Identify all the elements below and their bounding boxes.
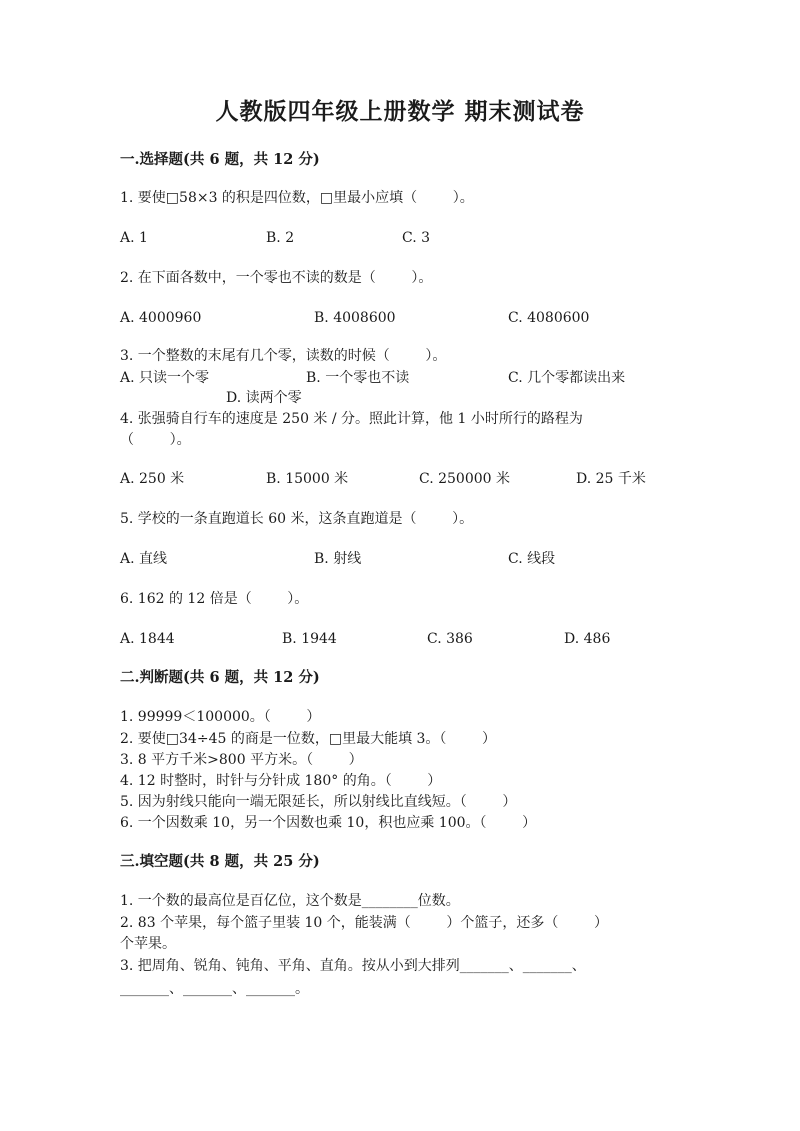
q4-option-d: D. 25 千米 [576,471,646,487]
question-2-stem: 2. 在下面各数中，一个零也不读的数是（ ）。 [120,270,433,286]
q6-option-c: C. 386 [427,631,473,647]
q6-option-b: B. 1944 [282,631,337,647]
question-5-stem: 5. 学校的一条直跑道长 60 米，这条直跑道是（ ）。 [120,511,474,527]
question-6-stem: 6. 162 的 12 倍是（ ）。 [120,591,309,607]
section-header-judgment: 二.判断题(共 6 题，共 12 分) [120,669,320,686]
q3-option-a: A. 只读一个零 [120,370,210,386]
q4-option-c: C. 250000 米 [419,471,511,487]
section-header-fill-in: 三.填空题(共 8 题，共 25 分) [120,853,320,870]
judgment-item-4: 4. 12 时整时，时针与分针成 180° 的角。（ ） [120,773,442,789]
fill-item-2-line1: 2. 83 个苹果，每个篮子里装 10 个，能装满（ ）个篮子，还多（ ） [120,915,608,931]
q3-option-c: C. 几个零都读出来 [508,370,626,386]
question-4-stem-line2: （ ）。 [120,432,191,448]
q2-option-b: B. 4008600 [314,310,396,326]
q5-option-c: C. 线段 [508,551,556,567]
q2-option-a: A. 4000960 [120,310,202,326]
q4-option-a: A. 250 米 [120,471,185,487]
question-1-stem: 1. 要使□58×3 的积是四位数，□里最小应填（ ）。 [120,190,474,206]
judgment-item-1: 1. 99999＜100000。（ ） [120,709,321,725]
q1-option-a: A. 1 [120,230,148,246]
q6-option-d: D. 486 [564,631,611,647]
q4-option-b: B. 15000 米 [266,471,349,487]
judgment-item-6: 6. 一个因数乘 10，另一个因数也乘 10，积也应乘 100。（ ） [120,815,537,831]
question-3-stem: 3. 一个整数的末尾有几个零，读数的时候（ ）。 [120,348,447,364]
q2-option-c: C. 4080600 [508,310,590,326]
q6-option-a: A. 1844 [120,631,175,647]
section-header-choice: 一.选择题(共 6 题，共 12 分) [120,151,320,168]
fill-item-3-line2: _______、_______、_______。 [120,981,309,997]
fill-item-3-line1: 3. 把周角、锐角、钝角、平角、直角。按从小到大排列_______、_______、 [120,958,586,974]
q5-option-a: A. 直线 [120,551,168,567]
page-title: 人教版四年级上册数学 期末测试卷 [215,98,585,125]
judgment-item-3: 3. 8 平方千米>800 平方米。（ ） [120,752,363,768]
question-4-stem-line1: 4. 张强骑自行车的速度是 250 米 / 分。照此计算，他 1 小时所行的路程为 [120,411,583,427]
fill-item-2-line2: 个苹果。 [120,936,176,952]
q5-option-b: B. 射线 [314,551,362,567]
q3-option-b: B. 一个零也不读 [306,370,410,386]
q1-option-b: B. 2 [266,230,295,246]
q3-option-d: D. 读两个零 [226,390,302,406]
fill-item-1: 1. 一个数的最高位是百亿位，这个数是________位数。 [120,893,460,909]
judgment-item-5: 5. 因为射线只能向一端无限延长，所以射线比直线短。（ ） [120,794,517,810]
judgment-item-2: 2. 要使□34÷45 的商是一位数，□里最大能填 3。（ ） [120,731,497,747]
q1-option-c: C. 3 [402,230,431,246]
